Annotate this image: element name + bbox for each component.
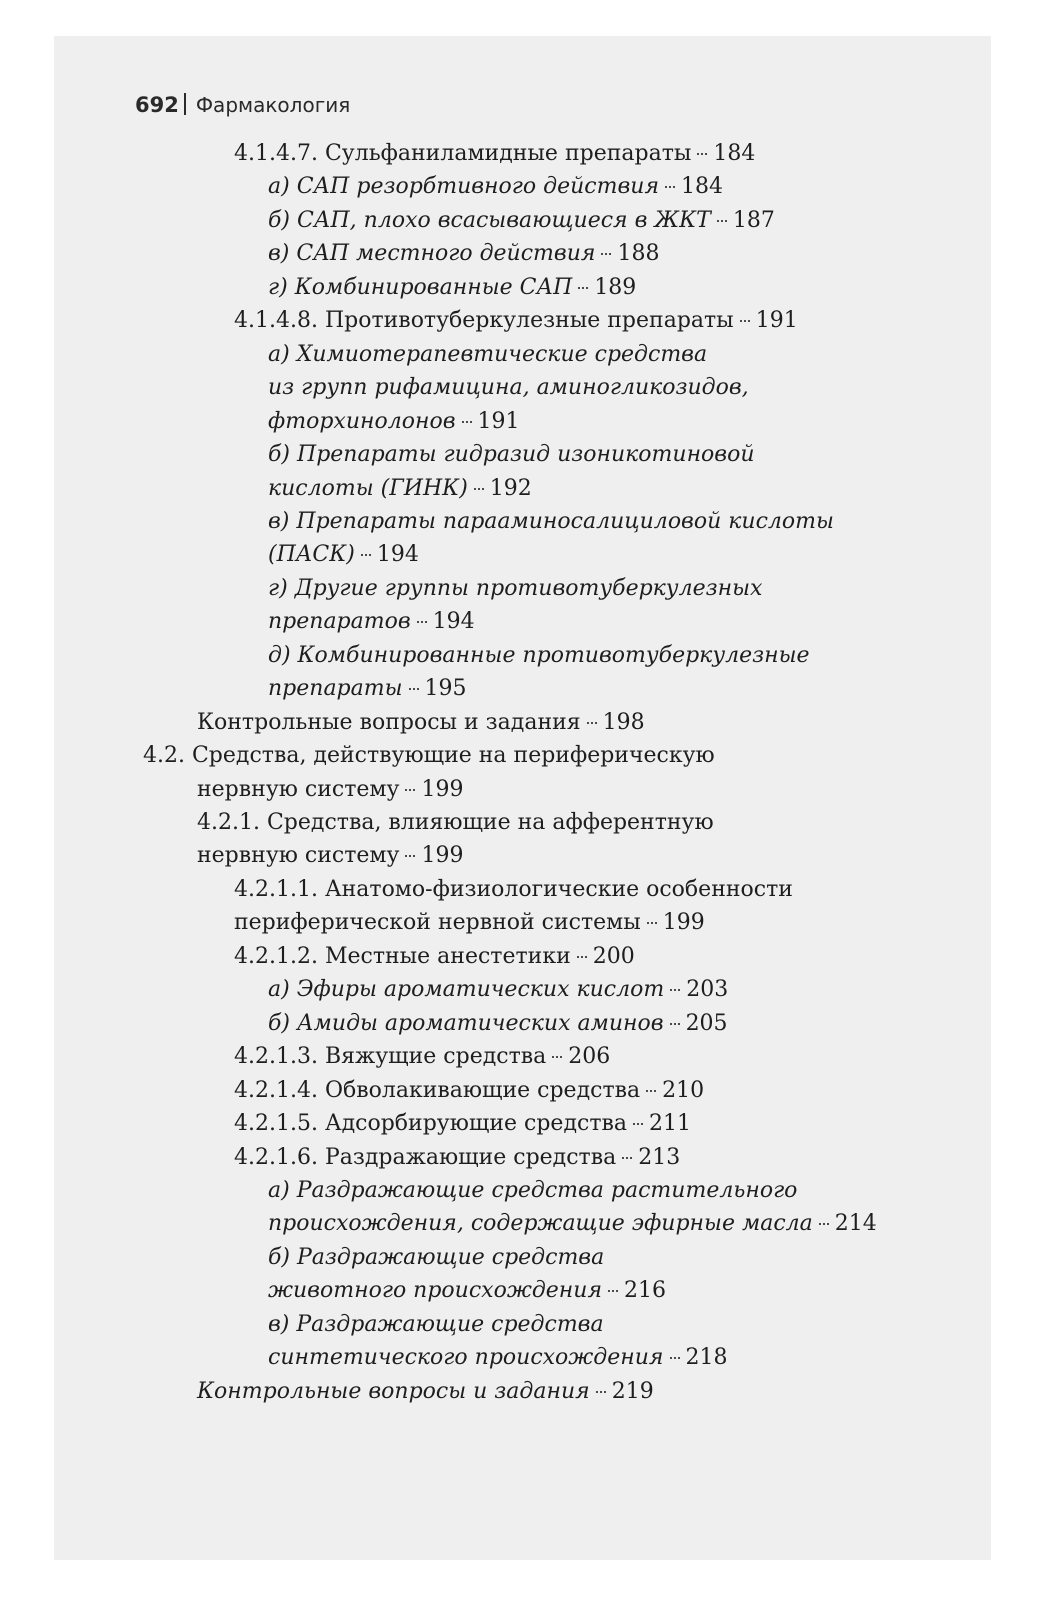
toc-entry-page: 205	[685, 1011, 728, 1036]
toc-entry-title: 4.2.1.6. Раздражающие средства	[234, 1145, 617, 1170]
toc-entry-page: 200	[592, 944, 635, 969]
toc-entry	[143, 739, 715, 772]
dot-leader	[646, 1090, 656, 1092]
toc-entry-page: 199	[421, 777, 464, 802]
toc-entry-title: 4.2.1.4. Обволакивающие средства	[234, 1078, 641, 1103]
toc-entry-page: 218	[685, 1345, 728, 1370]
page-header	[135, 93, 350, 117]
dot-leader	[665, 186, 675, 188]
dot-leader	[601, 253, 611, 255]
toc-entry-page: 191	[477, 409, 520, 434]
toc-entry-page: 192	[489, 476, 532, 501]
toc-entry-page: 203	[686, 977, 729, 1002]
toc-entry-title: б) Амиды ароматических аминов	[268, 1011, 664, 1036]
toc-entry-title: кислоты (ГИНК)	[268, 476, 468, 501]
toc-entry-page: 213	[638, 1145, 681, 1170]
toc-entry-title: 4.2.1.1. Анатомо-физиологические особенности	[234, 877, 793, 902]
toc-entry	[268, 505, 834, 538]
toc-entry-title: синтетического происхождения	[268, 1345, 664, 1370]
toc-entry-page: 206	[568, 1044, 611, 1069]
toc-entry	[268, 371, 749, 404]
toc-entry-title: а) Химиотерапевтические средства	[268, 342, 708, 367]
toc-entry	[268, 1308, 604, 1341]
dot-leader	[417, 621, 427, 623]
dot-leader	[405, 855, 415, 857]
toc-entry-title: 4.2.1.3. Вяжущие средства	[234, 1044, 547, 1069]
dot-leader	[552, 1056, 562, 1058]
toc-entry-title: б) Раздражающие средства	[268, 1245, 605, 1270]
toc-entry-title: а) Раздражающие средства растительного	[268, 1178, 798, 1203]
toc-entry-page: 195	[424, 676, 467, 701]
toc-entry-title: б) САП, плохо всасывающиеся в ЖКТ	[268, 208, 711, 233]
toc-entry-title: нервную систему	[197, 843, 400, 868]
toc-entry-title: из групп рифамицина, аминогликозидов,	[268, 375, 749, 400]
toc-entry-title: д) Комбинированные противотуберкулезные	[268, 643, 810, 668]
toc-entry-page: 216	[624, 1278, 667, 1303]
dot-leader	[697, 153, 707, 155]
dot-leader	[647, 922, 657, 924]
dot-leader	[717, 220, 727, 222]
toc-entry-page: 210	[662, 1078, 705, 1103]
toc-entry	[268, 1174, 797, 1207]
toc-entry-title: нервную систему	[197, 777, 400, 802]
toc-entry-title: происхождения, содержащие эфирные масла	[268, 1211, 813, 1236]
toc-entry-page: 219	[611, 1379, 654, 1404]
dot-leader	[670, 1023, 680, 1025]
toc-entry-title: а) Эфиры ароматических кислот	[268, 977, 665, 1002]
toc-entry-title: г) Другие группы противотуберкулезных	[268, 576, 763, 601]
toc-entry-title: 4.2.1.2. Местные анестетики	[234, 944, 571, 969]
dot-leader	[740, 320, 750, 322]
toc-entry-page: 194	[376, 542, 419, 567]
toc-entry-page: 188	[617, 241, 660, 266]
toc-entry-title: Контрольные вопросы и задания	[197, 1379, 590, 1404]
toc-entry	[268, 1241, 604, 1274]
toc-entry-title: 4.1.4.7. Сульфаниламидные препараты	[234, 141, 692, 166]
toc-entry-title: а) САП резорбтивного действия	[268, 174, 660, 199]
dot-leader	[578, 287, 588, 289]
toc-entry-page: 198	[602, 710, 645, 735]
dot-leader	[474, 488, 484, 490]
dot-leader	[409, 688, 419, 690]
toc-entry-page: 199	[421, 843, 464, 868]
page-number: 692	[135, 93, 179, 117]
toc-entry-title: животного происхождения	[268, 1278, 603, 1303]
dot-leader	[670, 1357, 680, 1359]
toc-entry	[268, 572, 762, 605]
toc-entry-page: 211	[649, 1111, 691, 1136]
dot-leader	[462, 421, 472, 423]
toc-entry-title: 4.2. Средства, действующие на периферическую	[143, 743, 715, 768]
toc-entry-title: Контрольные вопросы и задания	[197, 710, 581, 735]
toc-entry-page: 191	[755, 308, 798, 333]
dot-leader	[405, 789, 415, 791]
toc-entry-page: 194	[432, 609, 475, 634]
book-title: Фармакология	[195, 93, 351, 117]
toc-entry-page: 184	[681, 174, 724, 199]
toc-entry-page: 189	[594, 275, 637, 300]
toc-entry-title: периферической нервной системы	[234, 910, 641, 935]
toc-entry-title: г) Комбинированные САП	[268, 275, 573, 300]
dot-leader	[819, 1223, 829, 1225]
dot-leader	[622, 1157, 632, 1159]
toc-entry-page: 184	[713, 141, 756, 166]
toc-entry-page: 199	[662, 910, 705, 935]
toc-entry-title: (ПАСК)	[268, 542, 355, 567]
toc-entry-title: 4.2.1. Средства, влияющие на афферентную	[197, 810, 714, 835]
toc-entry-page: 214	[834, 1211, 877, 1236]
dot-leader	[587, 722, 597, 724]
dot-leader	[361, 554, 371, 556]
dot-leader	[670, 989, 680, 991]
toc-entry-title: 4.1.4.8. Противотуберкулезные препараты	[234, 308, 734, 333]
toc-entry-title: в) Раздражающие средства	[268, 1312, 604, 1337]
header-divider	[184, 93, 186, 115]
toc-entry-title: в) САП местного действия	[268, 241, 596, 266]
toc-entry-page: 187	[732, 208, 775, 233]
toc-entry-title: 4.2.1.5. Адсорбирующие средства	[234, 1111, 627, 1136]
toc-entry	[268, 438, 755, 471]
dot-leader	[596, 1391, 606, 1393]
toc-entry-title: препаратов	[268, 609, 411, 634]
toc-entry-title: препараты	[268, 676, 403, 701]
toc-entry-title: в) Препараты парааминосалициловой кислоты	[268, 509, 834, 534]
dot-leader	[577, 956, 587, 958]
dot-leader	[633, 1123, 643, 1125]
toc-entry	[268, 338, 707, 371]
toc-entry	[234, 873, 793, 906]
dot-leader	[608, 1290, 618, 1292]
toc-entry-title: б) Препараты гидразид изоникотиновой	[268, 442, 755, 467]
toc-entry-title: фторхинолонов	[268, 409, 456, 434]
toc-entry	[268, 639, 810, 672]
toc-entry	[197, 806, 714, 839]
